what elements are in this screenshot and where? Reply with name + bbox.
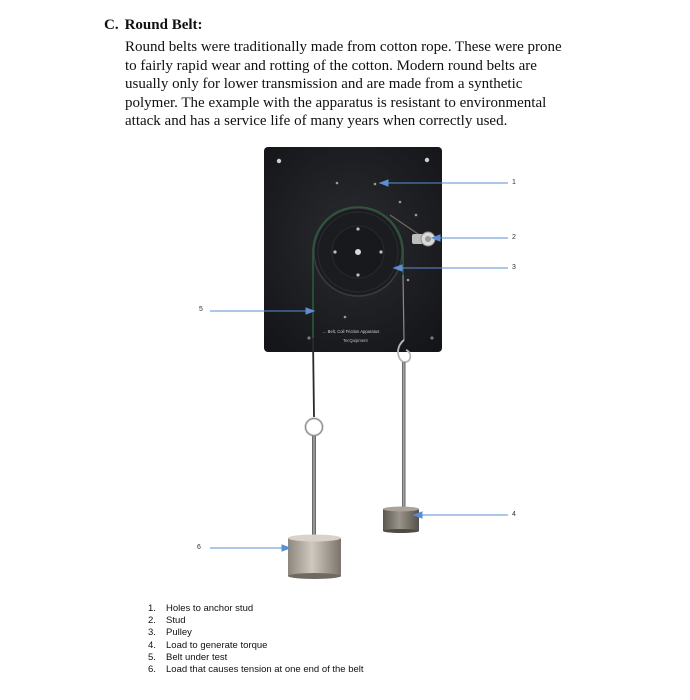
hanger-rod-right xyxy=(402,362,406,510)
section-title: Round Belt: xyxy=(124,17,203,33)
legend-item: 5. Belt under test xyxy=(148,651,228,663)
callout-number-3: 3 xyxy=(512,264,516,271)
legend-item: 6. Load that causes tension at one end of the belt xyxy=(148,664,364,676)
plate-text: ... Belt, Coil Friction Apparatus xyxy=(323,329,380,334)
legend-item: 3. Pulley xyxy=(148,627,192,639)
board-hole xyxy=(277,159,281,163)
callout-number-6: 6 xyxy=(197,544,201,551)
paragraph-line: polymer. The example with the apparatus is resistant to environmental xyxy=(125,94,547,111)
load-6-weight xyxy=(288,535,341,580)
pulley xyxy=(314,208,402,296)
legend-item: 4. Load to generate torque xyxy=(148,639,268,651)
board-hole xyxy=(307,336,310,339)
callout-number-4: 4 xyxy=(512,511,516,518)
load-4-weight xyxy=(383,507,419,534)
paragraph-line: usually only for lower transmission and are made from a synthetic xyxy=(125,76,523,93)
section-letter: C. xyxy=(104,17,119,33)
callout-number-1: 1 xyxy=(512,179,516,186)
callout-number-2: 2 xyxy=(512,234,516,241)
paragraph-line: attack and has a service life of many years when correctly used. xyxy=(125,113,508,130)
paragraph-line: to fairly rapid wear and rotting of the cotton. Modern round belts are xyxy=(125,57,537,74)
board-hole xyxy=(430,336,433,339)
stud xyxy=(412,232,435,246)
plate-text: TecQuipment xyxy=(343,338,368,343)
belt-left-hanging xyxy=(313,338,314,417)
paragraph-line: Round belts were traditionally made from cotton rope. These were prone xyxy=(125,39,562,55)
board-hole xyxy=(425,158,429,162)
figure-legend xyxy=(148,603,364,676)
callout-number-5: 5 xyxy=(199,306,203,313)
hanger-rod-left xyxy=(312,436,316,536)
legend-item: 1. Holes to anchor stud xyxy=(148,603,254,614)
legend-item: 2. Stud xyxy=(148,615,186,627)
